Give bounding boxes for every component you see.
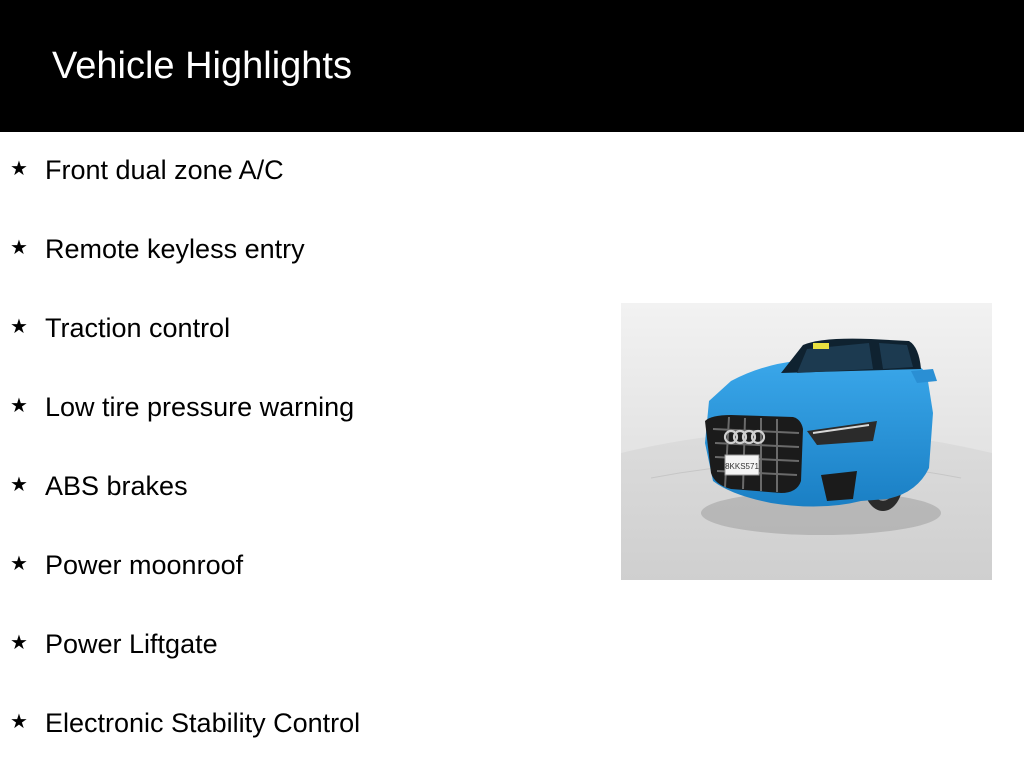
- star-icon: ★: [10, 237, 28, 259]
- star-icon: ★: [10, 395, 28, 417]
- highlight-label: ABS brakes: [45, 471, 188, 501]
- suv-illustration: [621, 303, 992, 580]
- star-icon: ★: [10, 711, 28, 733]
- star-icon: ★: [10, 553, 28, 575]
- highlight-label: Low tire pressure warning: [45, 392, 355, 422]
- highlight-label: Electronic Stability Control: [45, 708, 361, 738]
- star-icon: ★: [10, 632, 28, 654]
- star-icon: ★: [10, 316, 28, 338]
- star-icon: ★: [10, 158, 28, 180]
- header-bar: [0, 0, 1024, 132]
- highlight-label: Front dual zone A/C: [45, 155, 284, 185]
- star-icon: ★: [10, 474, 28, 496]
- page-title: Vehicle Highlights: [52, 45, 352, 87]
- license-plate: 8KKS571: [725, 462, 759, 471]
- vehicle-photo: [621, 303, 992, 580]
- highlight-label: Remote keyless entry: [45, 234, 305, 264]
- highlight-label: Power moonroof: [45, 550, 244, 580]
- highlight-label: Power Liftgate: [45, 629, 218, 659]
- highlight-label: Traction control: [45, 313, 231, 343]
